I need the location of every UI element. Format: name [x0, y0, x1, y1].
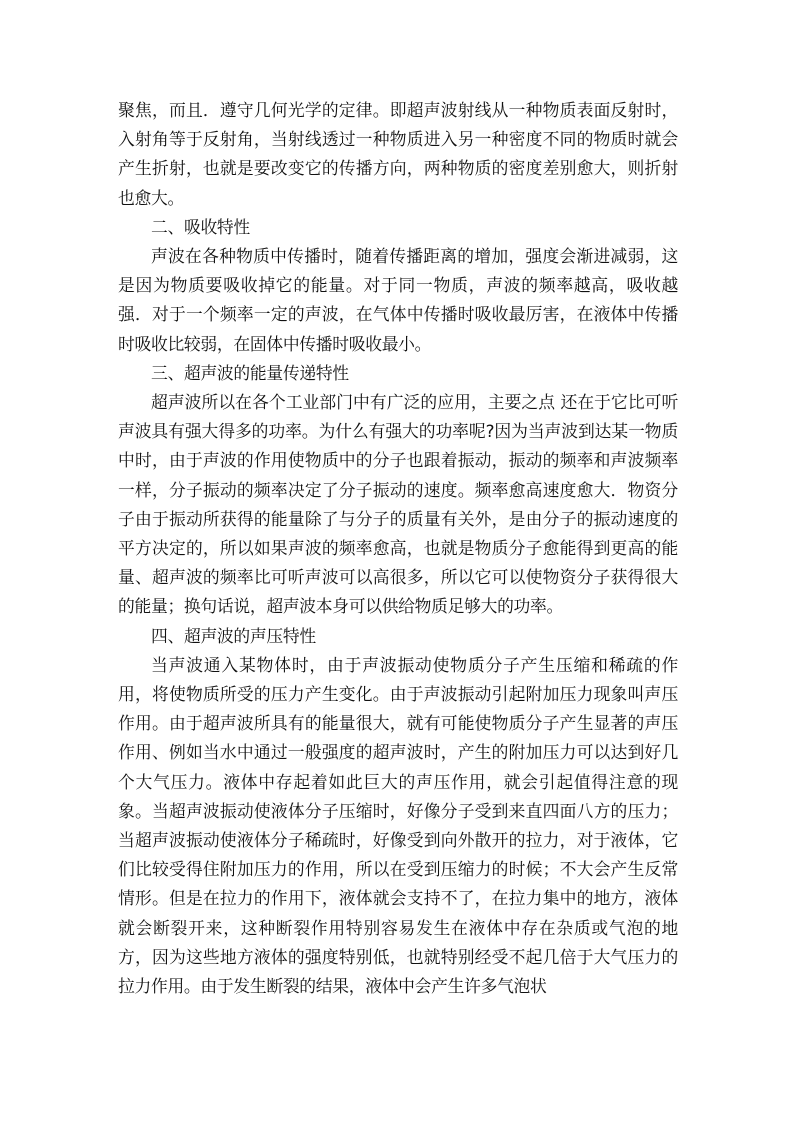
document-page [118, 96, 678, 1001]
section-heading-energy-transfer: 三、超声波的能量传递特性 [151, 362, 349, 383]
paragraph-refraction-continued: 聚焦，而且．遵守几何光学的定律。即超声波射线从一种物质表面反射时，入射角等于反射角，当射线透过一种物质进入另一种密度不同的物质时就会产生折射，也就是要改变它的传播方向，两种物质的密度差别愈大，则折射也愈大。 [118, 100, 678, 208]
paragraph-energy-transfer: 超声波所以在各个工业部门中有广泛的应用，主要之点 还在于它比可听声波具有强大得多的功率。为什么有强大的功率呢?因为当声波到达某一物质中时，由于声波的作用使物质中的分子也跟着振动，振动的频率和声波频率一样，分子振动的频率决定了分子振动的速度。频率愈高速度愈大．物资分子由于振动所获得的能量除了与分子的质量有关外，是由分子的振动速度的平方决定的，所以如果声波的频率愈高，也就是物质分子愈能得到更高的能量、超声波的频率比可听声波可以高很多，所以它可以使物资分子获得很大的能量；换句话说，超声波本身可以供给物质足够大的功率。 [118, 392, 678, 617]
paragraph-sound-pressure: 当声波通入某物体时，由于声波振动使物质分子产生压缩和稀疏的作用，将使物质所受的压力产生变化。由于声波振动引起附加压力现象叫声压作用。由于超声波所具有的能量很大，就有可能使物质分子产生显著的声压作用、例如当水中通过一般强度的超声波时，产生的附加压力可以达到好几个大气压力。液体中存起着如此巨大的声压作用，就会引起值得注意的现象。当超声波振动使液体分子压缩时，好像分子受到来直四面八方的压力；当超声波振动使液体分子稀疏时，好像受到向外散开的拉力，对于液体，它们比较受得住附加压力的作用，所以在受到压缩力的时候；不大会产生反常情形。但是在拉力的作用下，液体就会支持不了，在拉力集中的地方，液体就会断裂开来，这种断裂作用特别容易发生在液体中存在杂质或气泡的地方，因为这些地方液体的强度特别低，也就特别经受不起几倍于大气压力的拉力作用。由于发生断裂的结果，液体中会产生许多气泡状 [118, 654, 678, 997]
section-heading-absorption: 二、吸收特性 [151, 216, 250, 237]
section-heading-sound-pressure: 四、超声波的声压特性 [151, 625, 316, 646]
paragraph-absorption: 声波在各种物质中传播时，随着传播距离的增加，强度会渐进减弱，这是因为物质要吸收掉它的能量。对于同一物质，声波的频率越高，吸收越强．对于一个频率一定的声波，在气体中传播时吸收最厉害，在液体中传播时吸收比较弱，在固体中传播时吸收最小。 [118, 246, 678, 354]
